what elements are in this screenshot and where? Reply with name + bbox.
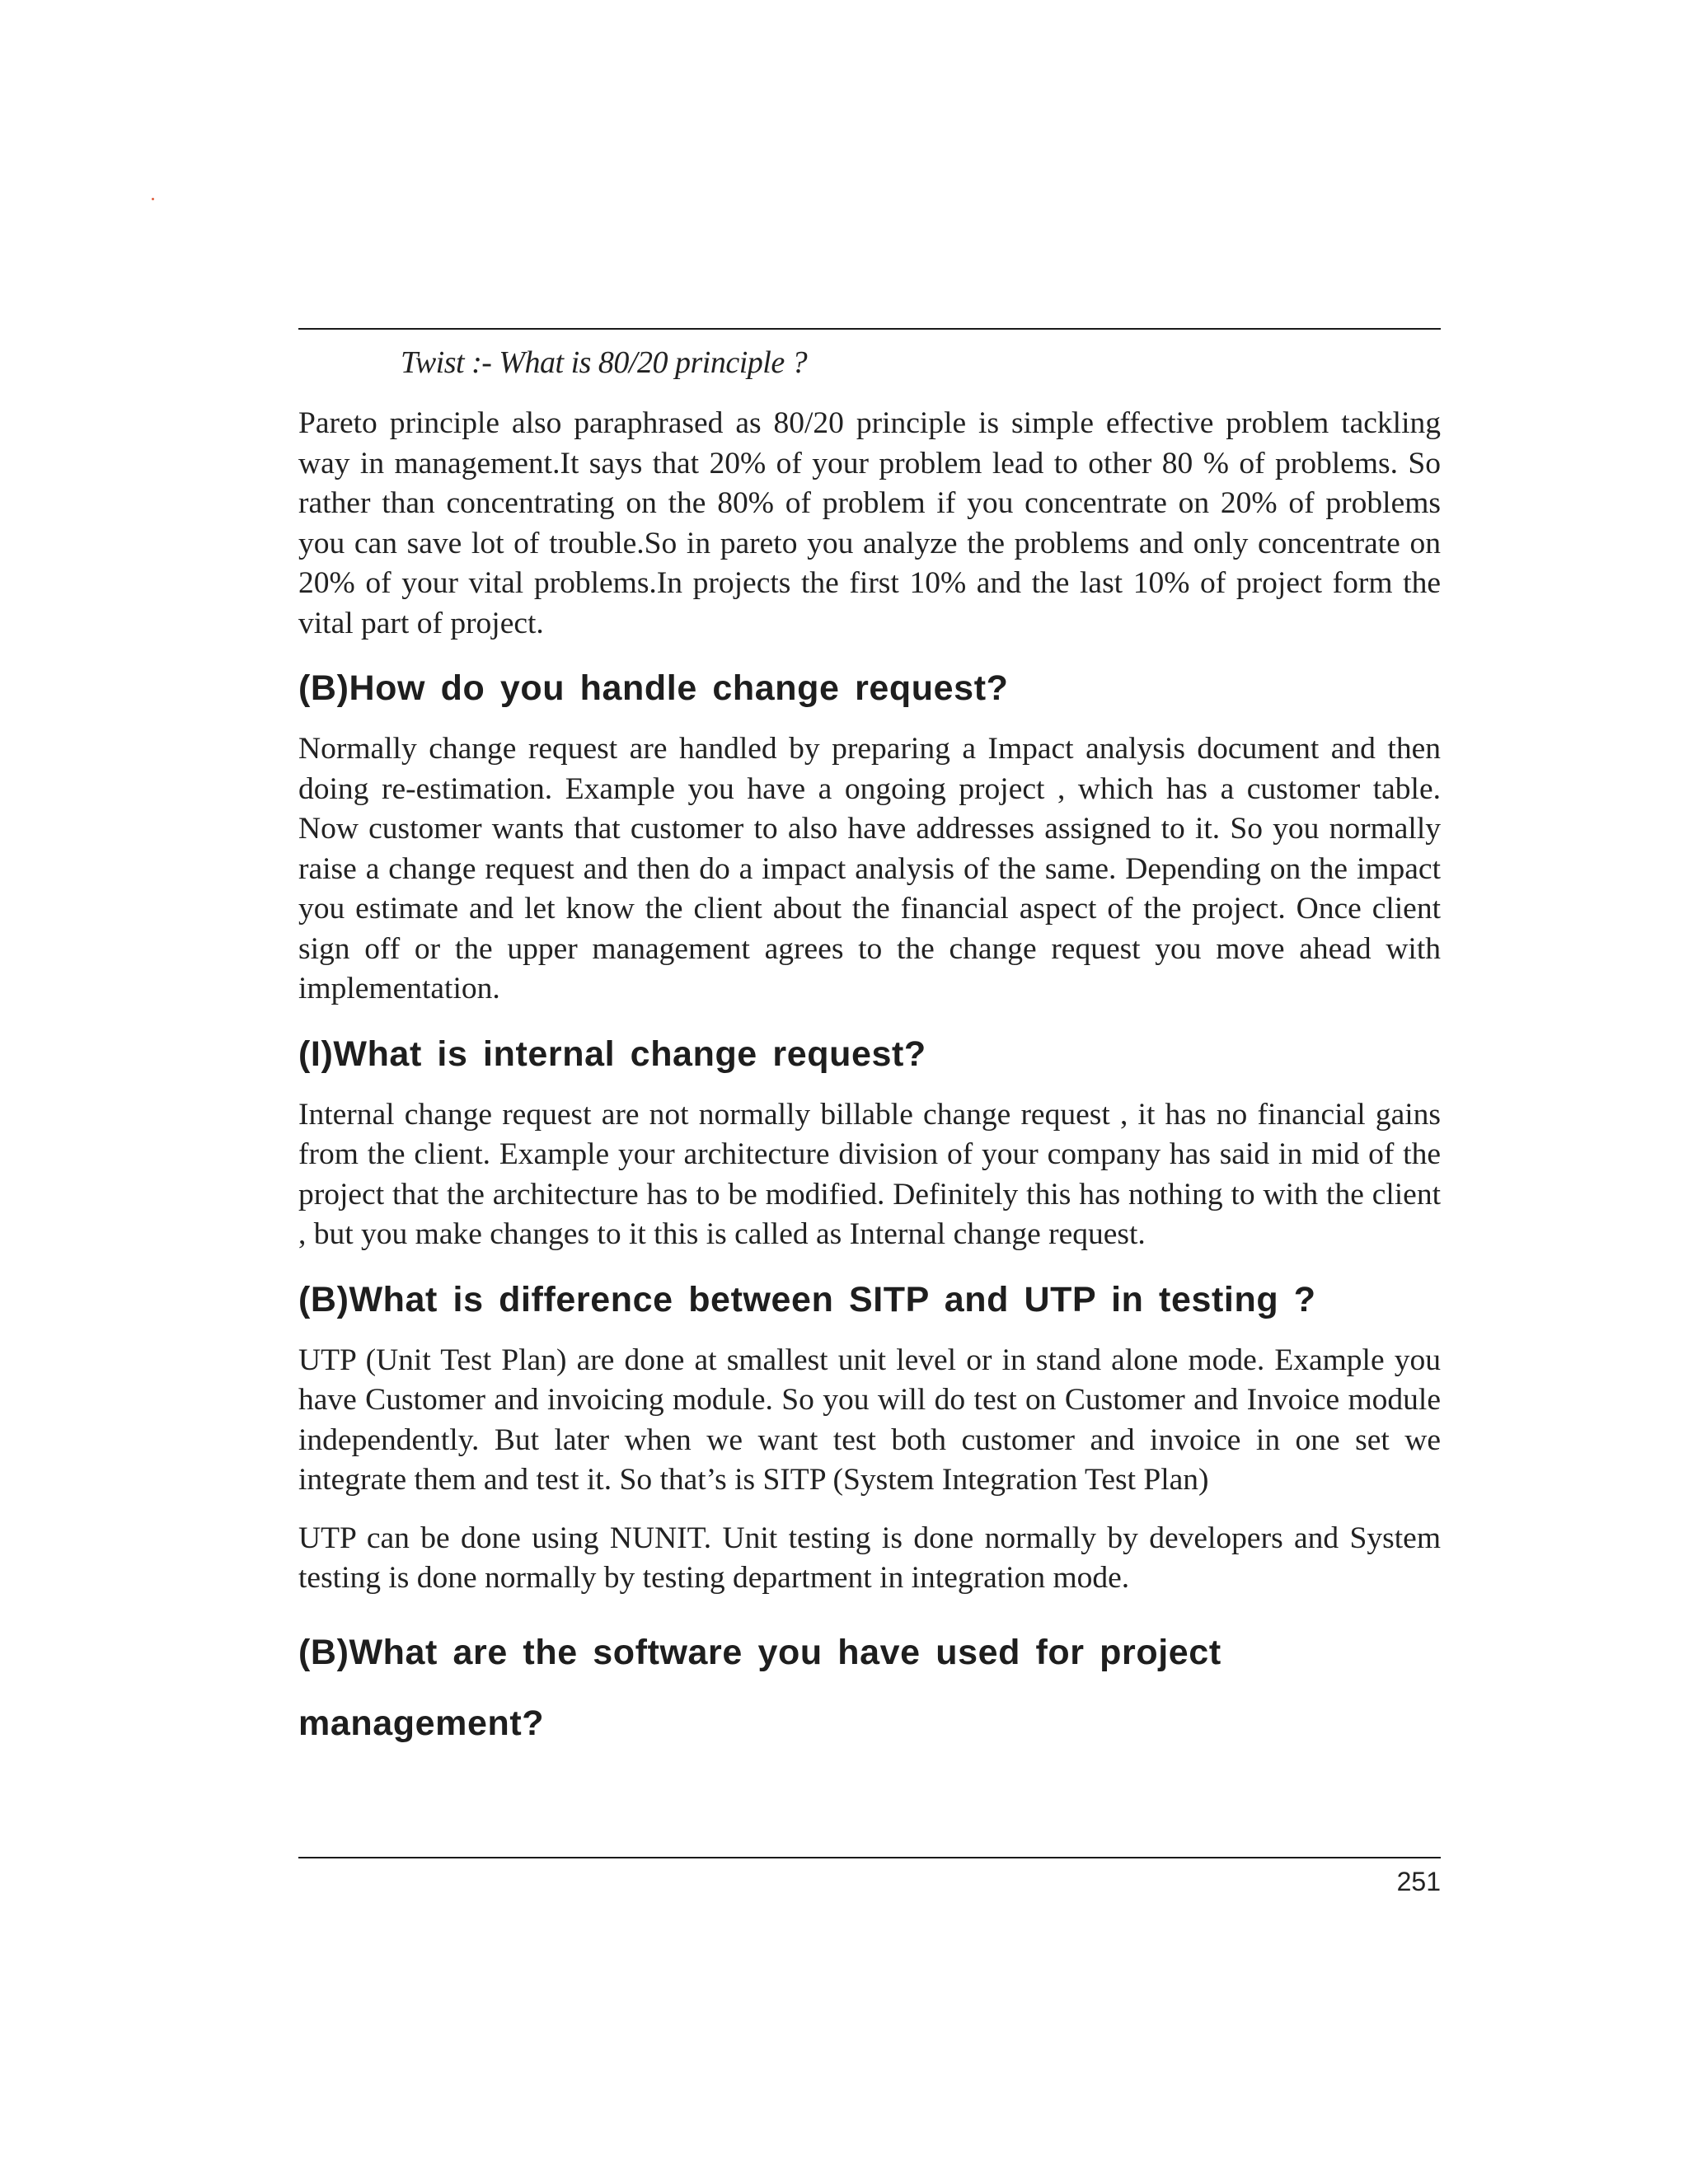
pareto-paragraph: Pareto principle also paraphrased as 80/20 principle is simple effective problem tackling way in management.It says that 20% of your problem lead to other 80 % of problems. So rather than concentrating on the 80% of problem if you concentrate on 20% of problems you can save lot of trouble.So in pareto you analyze the problems and only concentrate on 20% of your vital problems.In projects the first 10% and the last 10% of project form the vital part of project. [298,406,1441,640]
sitp-utp-paragraph: UTP (Unit Test Plan) are done at smallest unit level or in stand alone mode. Example you have Customer and invoicing module. So you will do test on Customer and Invoice module independently. But later when we want test both customer and invoice in one set we integrate them and test it. So that’s is SITP (System Integration Test Plan) [298,1343,1441,1497]
internal-change-request-paragraph: Internal change request are not normally billable change request , it has no financial gains from the client. Example your architecture division of your company has said in mid of the project that the architecture has to be modified. Definitely this has nothing to with the client , but you make changes to it this is called as Internal change request. [298,1097,1441,1251]
print-speck [152,198,154,200]
question-heading-internal-change-request: (I)What is internal change request? [298,1033,926,1074]
change-request-paragraph: Normally change request are handled by preparing a Impact analysis document and then doing re-estimation. Example you have a ongoing project , which has a customer table. Now customer wants that customer to also have addresses assigned to it. So you normally raise a change request and then do a impact analysis of the same. Depending on the impact you estimate and let know the client about the financial aspect of the project. Once client sign off or the upper management agrees to the change request you move ahead with implementation. [298,732,1441,1005]
question-heading-change-request: (B)How do you handle change request? [298,668,1009,708]
question-heading-pm-software: (B)What are the software you have used for project management? [298,1632,1221,1743]
question-heading-sitp-utp: (B)What is difference between SITP and UTP in testing ? [298,1279,1316,1319]
header-rule [298,328,1441,330]
footer-rule [298,1857,1441,1858]
nunit-paragraph: UTP can be done using NUNIT. Unit testing is done normally by developers and System testing is done normally by testing department in integration mode. [298,1521,1441,1595]
twist-question: Twist :- What is 80/20 principle ? [401,345,808,380]
page-number: 251 [1396,1867,1441,1896]
page-content [298,338,1441,1774]
